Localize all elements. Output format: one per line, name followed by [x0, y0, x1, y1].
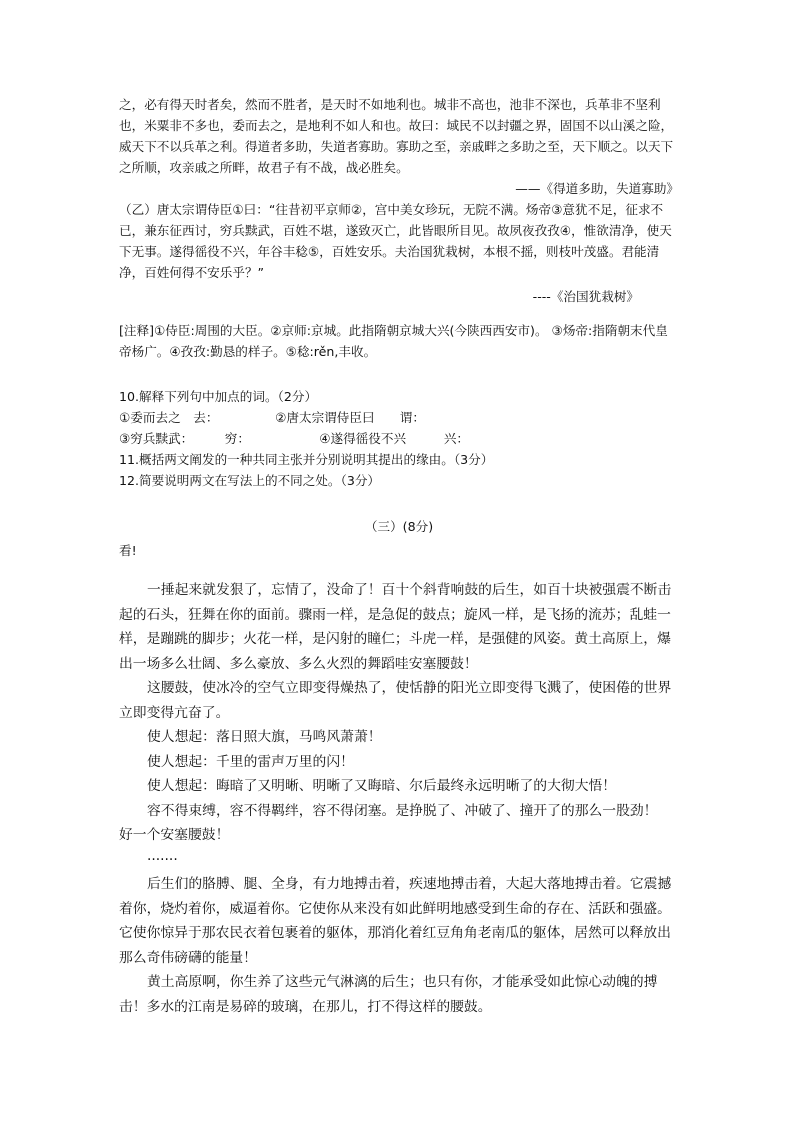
passage-jia: 之，必有得天时者矣，然而不胜者，是天时不如地利也。城非不高也，池非不深也，兵革非不坚利也，米粟非不多也，委而去之，是地利不如人和也。故曰：域民不以封疆之界，固国不以山溪之险，威天下不以兵革之利。得道者多助，失道者寡助。寡助之至，亲戚畔之多助之至，天下顺之。以天下之所顺，攻亲戚之所畔，故君子有不战，战必胜矣。: [119, 97, 674, 175]
essay-paragraph: 后生们的胳膊、腿、全身，有力地搏击着，疾速地搏击着，大起大落地搏击着。它震撼着你，烧灼着你，威逼着你。它使你从来没有如此鲜明地感受到生命的存在、活跃和强盛。它使你惊异于那农民衣着包裹着的躯体，那消化着红豆角角老南瓜的躯体，居然可以释放出那么奇伟磅礴的能量！: [119, 876, 672, 966]
section-title: 看!: [119, 543, 137, 558]
annotation-notes: [注释]①侍臣:周围的大臣。②京师:京城。此指隋朝京城大兴(今陕西西安市)。 ③炀帝:指隋朝末代皇帝杨广。④孜孜:勤恳的样子。⑤稔:rěn,丰收。: [119, 323, 668, 359]
question-10-line-2: ③穷兵黩武： 穷： ④遂得徭役不兴 兴：: [119, 431, 470, 446]
questions: [119, 386, 679, 491]
source-jia: ——《得道多助，失道寡助》: [515, 181, 679, 196]
question-10-line-1: ①委而去之 去： ②唐太宗谓侍臣曰 谓：: [119, 410, 425, 425]
passage-yi: （乙）唐太宗谓侍臣①曰：“往昔初平京师②，宫中美女珍玩，无院不满。炀帝③意犹不足，征求不已，兼东征西讨，穷兵黩武，百姓不堪，遂致灭亡，此皆眼所目见。故夙夜孜孜④，惟欲清净，使天下无事。遂得徭役不兴，年谷丰稔⑤，百姓安乐。夫治国犹栽树，本根不摇，则枝叶茂盛。君能清净，百姓何得不安乐乎？”: [119, 202, 672, 280]
essay-paragraph: 使人想起：千里的雷声万里的闪！: [147, 753, 354, 770]
question-10: 10.解释下列句中加点的词。（2分）: [119, 389, 318, 404]
essay-paragraph: 好一个安塞腰鼓！: [119, 827, 230, 843]
question-12: 12.简要说明两文在写法上的不同之处。（3分）: [119, 473, 381, 488]
ellipsis-line: ·······: [147, 851, 178, 868]
essay-paragraph: 容不得束缚，容不得羁绊，容不得闭塞。是挣脱了、冲破了、撞开了的那么一股劲！: [147, 802, 658, 819]
essay-paragraph: 这腰鼓，使冰冷的空气立即变得燥热了，使恬静的阳光立即变得飞溅了，使困倦的世界立即变得亢奋了。: [119, 680, 672, 721]
essay-paragraph: 使人想起：落日照大旗，马鸣风萧萧！: [147, 729, 382, 745]
section-heading: （三）(8分): [364, 519, 434, 534]
essay-paragraph: 黄土高原啊，你生养了这些元气淋漓的后生；也只有你，才能承受如此惊心动魄的搏击！多水的江南是易碎的玻璃，在那儿，打不得这样的腰鼓。: [119, 974, 658, 1015]
source-yi: ----《治国犹栽树》: [532, 289, 639, 304]
essay-paragraph: 使人想起：晦暗了又明晰、明晰了又晦暗、尔后最终永远明晰了的大彻大悟！: [147, 778, 617, 794]
question-11: 11.概括两文阐发的一种共同主张并分别说明其提出的缘由。（3分）: [119, 452, 494, 467]
essay-body: [119, 578, 679, 1019]
essay-paragraph: 一捶起来就发狠了，忘情了，没命了！百十个斜背响鼓的后生，如百十块被强震不断击起的石头，狂舞在你的面前。骤雨一样，是急促的鼓点；旋风一样，是飞扬的流苏；乱蛙一样，是蹦跳的脚步；火花一样，是闪射的瞳仁；斗虎一样，是强健的风姿。黄土高原上，爆出一场多么壮阔、多么豪放、多么火烈的舞蹈哇安塞腰鼓！: [119, 582, 672, 672]
